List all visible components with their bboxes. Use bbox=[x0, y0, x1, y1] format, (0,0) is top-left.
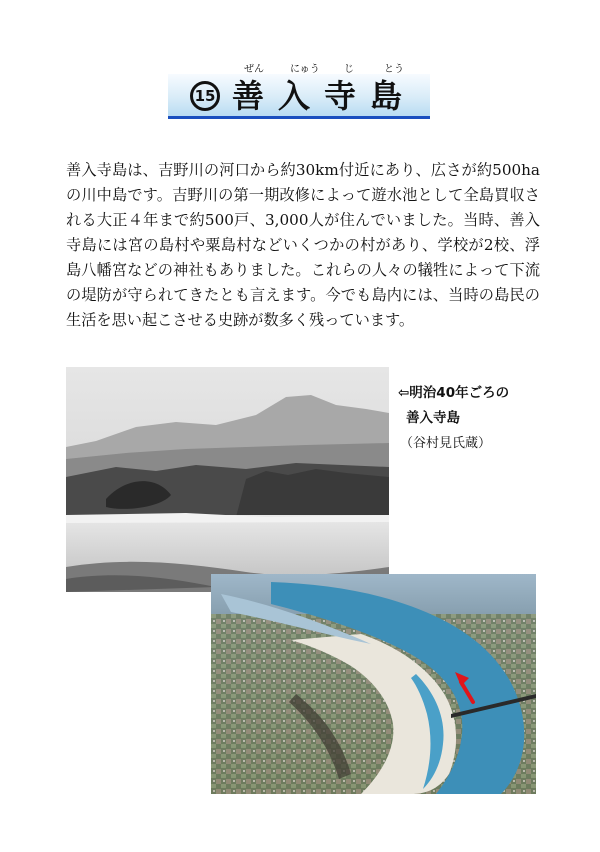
body-paragraph: 善入寺島は、吉野川の河口から約30km付近にあり、広さが約500haの川中島です。吉野川の第一期改修によって遊水池として全島買収される大正４年まで約500戸、3,000人が住んでいました。当時、善入寺島には宮の島村や粟島村などいくつかの村があり、学校が2校、浮島八幡宮などの神社もありました。これらの人々の犠牲によって下流の堤防が守られてきたとも言えます。今でも島内には、当時の島民の生活を思い起こさせる史跡が数多く残っています。 bbox=[66, 161, 540, 329]
aerial-photo bbox=[211, 574, 536, 794]
ruby-tou: とう bbox=[384, 64, 404, 75]
ruby-ji: じ bbox=[344, 64, 354, 75]
ruby-zen: ぜん bbox=[244, 64, 264, 75]
header-underline bbox=[168, 116, 430, 119]
section-number-badge: 15 bbox=[190, 81, 220, 111]
ruby-nyuu: にゅう bbox=[290, 64, 320, 75]
caption-line-2: 善入寺島 bbox=[406, 410, 460, 426]
photo-caption bbox=[398, 381, 548, 456]
page-header bbox=[168, 60, 430, 120]
caption-line-3: （谷村見氏蔵） bbox=[400, 436, 492, 451]
title-ruby bbox=[168, 60, 430, 74]
aerial-river-photo-icon bbox=[211, 574, 536, 794]
title-row bbox=[168, 76, 430, 116]
caption-line-1: ⇦明治40年ごろの bbox=[398, 385, 510, 401]
old-photo bbox=[66, 367, 389, 592]
historic-landscape-photo-icon bbox=[66, 367, 389, 592]
body-text bbox=[66, 158, 540, 333]
page-title: 善入寺島 bbox=[232, 77, 417, 115]
